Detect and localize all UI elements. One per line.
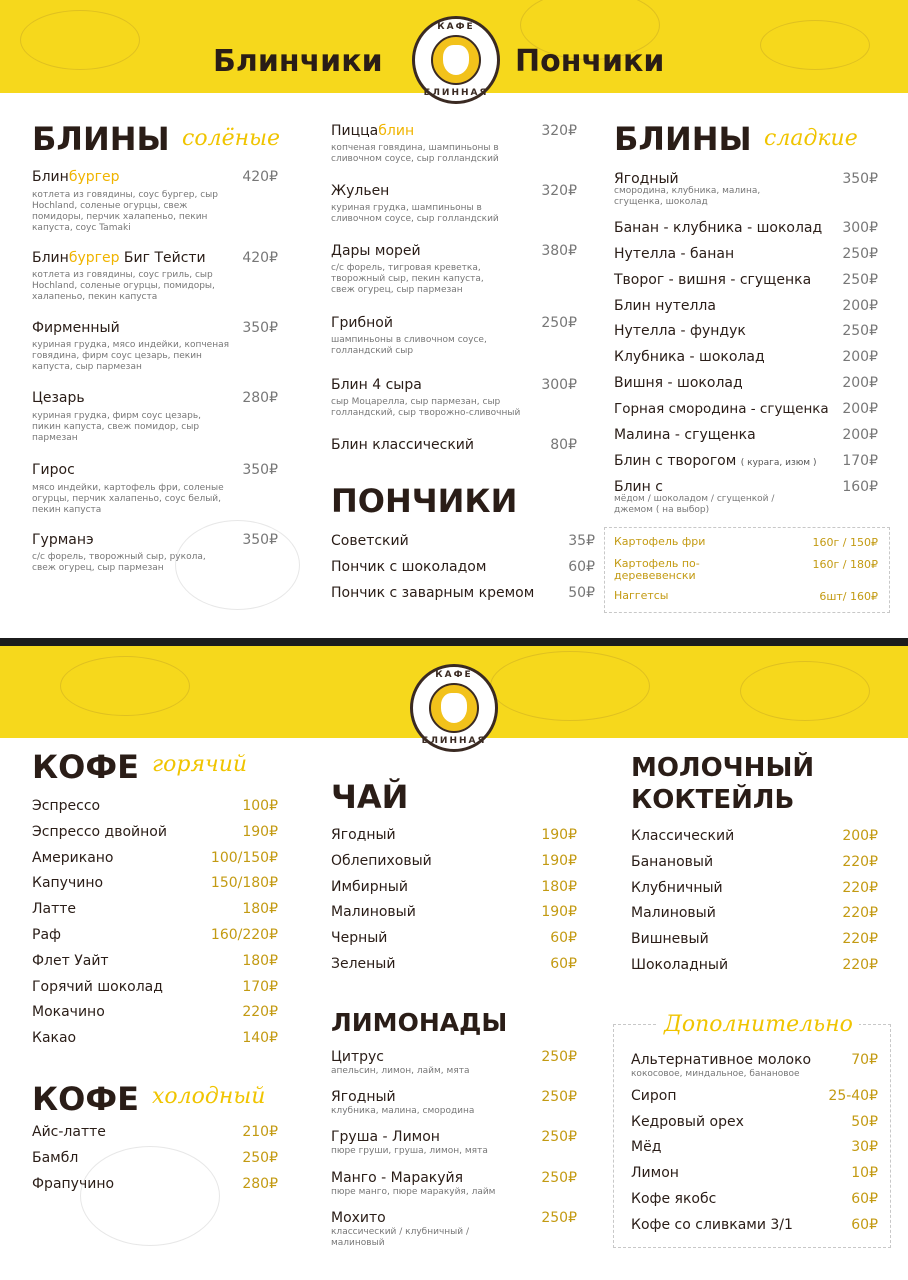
salty-item-name: Фирменный: [32, 320, 120, 336]
sweet-item-name: Клубника - шоколад: [614, 349, 765, 365]
hot-coffee-item-price: 100₽: [242, 798, 278, 814]
sweet-item-price: 170₽: [842, 453, 878, 469]
header-left-title: Блинчики: [213, 44, 383, 79]
sweet-subtitle: сладкие: [764, 126, 858, 151]
tea-item-name: Облепиховый: [331, 852, 432, 869]
milkshake-item-name: Шоколадный: [631, 957, 729, 973]
hot-coffee-item-price: 170₽: [242, 978, 278, 995]
sweet-item-name: Ягодный: [614, 171, 679, 187]
tea-item-price: 190₽: [541, 904, 577, 921]
sweet-item-price: 200₽: [842, 349, 878, 365]
salty-item-desc: куриная грудка, мясо индейки, копченая говядина, фирм соус цезарь, пекин капуста, сыр пармезан: [32, 340, 230, 372]
extras-item-price: 60₽: [851, 1216, 878, 1233]
sweet-item-name: Вишня - шоколад: [614, 375, 743, 391]
milkshake-item-price: 220₽: [842, 853, 878, 870]
milkshake-item-name: Классический: [631, 828, 735, 844]
extras-item-name: Кофе якобс: [631, 1191, 717, 1207]
hot-coffee-item-price: 150/180₽: [210, 875, 278, 892]
sweet-item-desc: смородина, клубника, малина, сгущенка, шоколад: [614, 186, 761, 207]
decor-sketch: [760, 20, 870, 70]
side-item-name: Наггетсы: [614, 589, 669, 602]
hot-coffee-item-price: 100/150₽: [210, 849, 278, 866]
hot-coffee-title: КОФЕ: [32, 748, 139, 786]
tea-item-name: Малиновый: [331, 904, 416, 921]
logo-text-top: КАФЕ: [437, 22, 475, 32]
lemonade-item-desc: классический / клубничный / малиновый: [331, 1226, 469, 1248]
lemonade-item-name: Цитрус: [331, 1049, 384, 1065]
milkshake-item-name: Малиновый: [631, 905, 716, 922]
salty-item-price: 350₽: [242, 532, 278, 548]
decor-sketch: [740, 661, 870, 721]
cold-coffee-item-price: 210₽: [242, 1124, 278, 1140]
sweet-item-name: Блин с творогом ( курага, изюм ): [614, 453, 817, 469]
logo-text-bottom: БЛИННАЯ: [423, 88, 489, 98]
middle-item-desc: шампиньоны в сливочном соусе, голландский сыр: [331, 335, 487, 356]
lemonade-item-price: 250₽: [541, 1049, 577, 1065]
extras-item-desc: кокосовое, миндальное, банановое: [631, 1069, 800, 1079]
sweet-item-price: 200₽: [842, 375, 878, 391]
sweet-title: БЛИНЫ: [614, 120, 752, 158]
salty-item-desc: куриная грудка, фирм соус цезарь, пикин капуста, свеж помидор, сыр пармезан: [32, 411, 202, 443]
salty-item-name: Гирос: [32, 462, 75, 478]
tea-item-price: 190₽: [541, 852, 577, 869]
donut-item-name: Советский: [331, 533, 409, 549]
middle-item-price: 320₽: [541, 123, 577, 139]
tea-item-price: 190₽: [541, 827, 577, 843]
lemonade-item-price: 250₽: [541, 1129, 577, 1146]
donut-item-name: Пончик с заварным кремом: [331, 585, 535, 601]
extras-item-name: Кофе со сливками 3/1: [631, 1216, 793, 1233]
cafe-logo: [410, 664, 498, 752]
salty-title: БЛИНЫ: [32, 120, 170, 158]
sweet-item-price: 160₽: [842, 479, 878, 495]
extras-item-price: 10₽: [851, 1165, 878, 1182]
cold-coffee-subtitle: холодный: [152, 1084, 266, 1109]
sweet-item-price: 200₽: [842, 298, 878, 314]
sweet-item-name: Нутелла - банан: [614, 246, 735, 262]
menu-page-food: [0, 0, 908, 638]
hot-coffee-item-name: Эспрессо двойной: [32, 823, 167, 840]
middle-item-name: Блин 4 сыра: [331, 377, 422, 393]
salty-item-name: Блинбургер: [32, 169, 120, 185]
lemonade-item-price: 250₽: [541, 1169, 577, 1186]
decor-sketch: [490, 651, 650, 721]
lemonade-item-desc: апельсин, лимон, лайм, мята: [331, 1066, 470, 1076]
extras-item-price: 70₽: [851, 1052, 878, 1068]
milkshake-item-price: 220₽: [842, 879, 878, 896]
salty-item-price: 350₽: [242, 462, 278, 478]
milkshake-item-price: 200₽: [842, 828, 878, 844]
salty-item-price: 280₽: [242, 390, 278, 406]
sweet-item-name: Нутелла - фундук: [614, 323, 746, 339]
extras-item-name: Сироп: [631, 1087, 677, 1104]
extras-item-price: 60₽: [851, 1191, 878, 1207]
salty-item-desc: с/с форель, творожный сыр, рукола, свеж огурец, сыр пармезан: [32, 552, 206, 573]
salty-item-name: Цезарь: [32, 390, 85, 406]
cold-coffee-item-price: 280₽: [242, 1175, 278, 1192]
hot-coffee-item-price: 180₽: [242, 901, 278, 918]
hot-coffee-item-name: Раф: [32, 927, 61, 943]
lemonade-item-name: Груша - Лимон: [331, 1129, 440, 1146]
middle-item-desc: с/с форель, тигровая креветка, творожный сыр, пекин капуста, свеж огурец, сыр пармезан: [331, 263, 484, 295]
salty-item-desc: котлета из говядины, соус бургер, сыр Hochland, соленые огурцы, свеж помидоры, перчик халапеньо, пекин капуста, соус Tamaki: [32, 190, 218, 233]
cold-coffee-title: КОФЕ: [32, 1080, 139, 1118]
hot-coffee-item-price: 160/220₽: [210, 927, 278, 943]
hot-coffee-subtitle: горячий: [152, 752, 248, 777]
logo-text-bottom: БЛИННАЯ: [421, 736, 487, 746]
lemonade-item-name: Ягодный: [331, 1089, 396, 1106]
middle-item-price: 300₽: [541, 377, 577, 393]
header-right-title: Пончики: [515, 44, 665, 79]
cold-coffee-item-name: Фрапучино: [32, 1175, 115, 1192]
sweet-item-name: Блин нутелла: [614, 298, 716, 314]
donuts-title: ПОНЧИКИ: [331, 482, 518, 520]
lemonades-title: ЛИМОНАДЫ: [331, 1008, 508, 1037]
sweet-item-price: 250₽: [842, 246, 878, 262]
lemonade-item-desc: пюре манго, пюре маракуйя, лайм: [331, 1186, 496, 1197]
lemonade-item-name: Манго - Маракуйя: [331, 1169, 464, 1186]
tea-item-name: Ягодный: [331, 827, 396, 843]
middle-item-name: Жульен: [331, 183, 390, 199]
middle-item-name: Дары морей: [331, 243, 421, 259]
hot-coffee-item-price: 140₽: [242, 1030, 278, 1047]
sweet-item-price: 200₽: [842, 427, 878, 443]
hot-coffee-item-name: Эспрессо: [32, 798, 101, 814]
milkshake-item-price: 220₽: [842, 931, 878, 948]
salty-item-desc: котлета из говядины, соус гриль, сыр Hochland, соленые огурцы, помидоры, халапеньо, пекин капуста: [32, 270, 215, 302]
extras-item-name: Кедровый орех: [631, 1113, 744, 1130]
middle-item-price: 250₽: [541, 315, 577, 331]
middle-item-name: Пиццаблин: [331, 123, 415, 139]
page-separator: [0, 638, 908, 646]
menu-page-drinks: [0, 646, 908, 1280]
cold-coffee-item-name: Айс-латте: [32, 1124, 106, 1140]
hot-coffee-item-name: Капучино: [32, 875, 104, 892]
milkshake-item-name: Вишневый: [631, 931, 709, 948]
sweet-item-name: Малина - сгущенка: [614, 427, 756, 443]
lemonade-item-price: 250₽: [541, 1209, 577, 1226]
extras-item-price: 30₽: [851, 1139, 878, 1156]
salty-item-price: 420₽: [242, 169, 278, 185]
tea-item-price: 60₽: [550, 930, 577, 947]
salty-item-price: 420₽: [242, 250, 278, 266]
extras-item-price: 50₽: [851, 1113, 878, 1130]
side-item-price: 6шт/ 160₽: [819, 590, 878, 603]
salty-item-desc: мясо индейки, картофель фри, соленые огурцы, перчик халапеньо, соус белый, пекин капуста: [32, 483, 224, 515]
milkshake-item-price: 220₽: [842, 905, 878, 922]
hot-coffee-item-name: Какао: [32, 1030, 77, 1047]
tea-title: ЧАЙ: [331, 778, 409, 816]
milkshake-title: МОЛОЧНЫЙ КОКТЕЙЛЬ: [631, 753, 815, 815]
extras-item-name: Альтернативное молоко: [631, 1052, 812, 1068]
sweet-item-price: 350₽: [842, 171, 878, 187]
donut-item-name: Пончик с шоколадом: [331, 559, 487, 575]
decor-sketch: [60, 656, 190, 716]
hot-coffee-item-price: 220₽: [242, 1004, 278, 1021]
side-item-name: Картофель фри: [614, 535, 706, 548]
salty-subtitle: солёные: [182, 126, 281, 151]
extras-title: Дополнительно: [658, 1012, 859, 1037]
sweet-item-price: 250₽: [842, 323, 878, 339]
hot-coffee-item-name: Флет Уайт: [32, 952, 109, 969]
sweet-item-price: 300₽: [842, 220, 878, 236]
sweet-item-desc: мёдом / шоколадом / сгущенкой / джемом ( на выбор): [614, 494, 775, 515]
logo-text-top: КАФЕ: [435, 670, 473, 680]
sweet-item-name: Творог - вишня - сгущенка: [614, 272, 812, 288]
sweet-item-price: 200₽: [842, 401, 878, 417]
lemonade-item-name: Мохито: [331, 1209, 386, 1226]
salty-item-price: 350₽: [242, 320, 278, 336]
tea-item-price: 60₽: [550, 956, 577, 972]
middle-item-name: Грибной: [331, 315, 393, 331]
extras-item-name: Мёд: [631, 1139, 662, 1156]
extras-item-name: Лимон: [631, 1165, 679, 1182]
sweet-item-name: Блин с: [614, 479, 663, 495]
middle-item-desc: куриная грудка, шампиньоны в сливочном соусе, сыр голландский: [331, 203, 499, 224]
hot-coffee-item-name: Латте: [32, 901, 77, 918]
side-item-name: Картофель по-деревевенски: [614, 557, 700, 582]
hot-coffee-item-price: 180₽: [242, 952, 278, 969]
milkshake-item-name: Банановый: [631, 853, 714, 870]
hot-coffee-item-price: 190₽: [242, 823, 278, 840]
hot-coffee-item-name: Американо: [32, 849, 114, 866]
middle-item-desc: сыр Моцарелла, сыр пармезан, сыр голландский, сыр творожно-сливочный: [331, 397, 521, 418]
hot-coffee-item-name: Мокачино: [32, 1004, 105, 1021]
sweet-item-name: Горная смородина - сгущенка: [614, 401, 829, 417]
tea-item-price: 180₽: [541, 878, 577, 895]
cold-coffee-item-name: Бамбл: [32, 1149, 79, 1166]
donut-item-price: 50₽: [568, 585, 595, 601]
lemonade-item-desc: клубника, малина, смородина: [331, 1106, 475, 1117]
salty-item-name: Гурманэ: [32, 532, 94, 548]
pancake-icon: [431, 35, 481, 85]
middle-item-desc: копченая говядина, шампиньоны в сливочном соусе, сыр голландский: [331, 143, 499, 164]
donut-item-price: 35₽: [568, 533, 595, 549]
decor-sketch: [20, 10, 140, 70]
middle-item-price: 80₽: [550, 437, 577, 453]
lemonade-item-price: 250₽: [541, 1089, 577, 1106]
sweet-item-price: 250₽: [842, 272, 878, 288]
milkshake-item-price: 220₽: [842, 957, 878, 973]
cafe-logo: [412, 16, 500, 104]
side-item-price: 160г / 180₽: [812, 558, 878, 571]
milkshake-item-name: Клубничный: [631, 879, 723, 896]
lemonade-item-desc: пюре груши, груша, лимон, мята: [331, 1146, 488, 1157]
hot-coffee-item-name: Горячий шоколад: [32, 978, 163, 995]
extras-item-price: 25-40₽: [828, 1087, 878, 1104]
salty-item-name: Блинбургер Биг Тейсти: [32, 250, 206, 266]
pancake-icon: [429, 683, 479, 733]
middle-item-price: 320₽: [541, 183, 577, 199]
tea-item-name: Черный: [331, 930, 388, 947]
tea-item-name: Имбирный: [331, 878, 408, 895]
middle-item-price: 380₽: [541, 243, 577, 259]
donut-item-price: 60₽: [568, 559, 595, 575]
cold-coffee-item-price: 250₽: [242, 1149, 278, 1166]
sweet-item-name: Банан - клубника - шоколад: [614, 220, 823, 236]
middle-item-name: Блин классический: [331, 437, 474, 453]
tea-item-name: Зеленый: [331, 956, 396, 972]
cup-sketch: [80, 1146, 220, 1246]
side-item-price: 160г / 150₽: [812, 536, 878, 549]
